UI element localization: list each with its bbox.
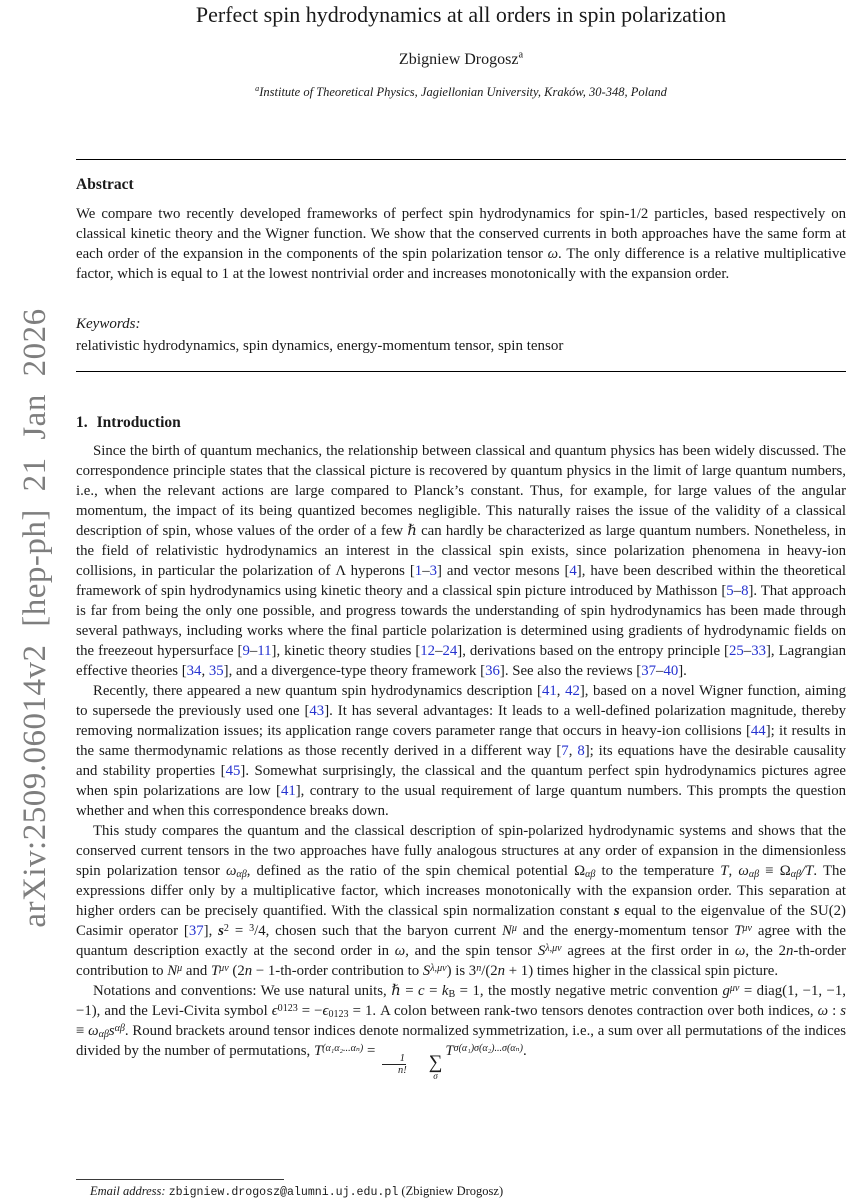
footnote-email-line xyxy=(90,1184,503,1199)
paragraph-3 xyxy=(76,821,846,981)
text-run: ω xyxy=(734,943,746,959)
text-run: , and the spin tensor xyxy=(405,943,538,959)
text-run: = xyxy=(363,1043,380,1059)
paragraph-4 xyxy=(76,981,846,1081)
author-affiliation-mark: a xyxy=(518,49,524,61)
text-run: + 1) times higher in the classical spin picture. xyxy=(505,963,779,979)
summation-index: σ xyxy=(433,1070,438,1081)
citation-link[interactable]: 9 xyxy=(242,643,250,659)
citation-link[interactable]: 45 xyxy=(225,763,241,779)
text-run: , xyxy=(728,863,739,879)
abstract-heading: Abstract xyxy=(76,176,134,193)
text-run: Recently, there appeared a new quantum spin hydrodynamics description [ xyxy=(93,683,542,699)
citation-link[interactable]: 34 xyxy=(186,663,202,679)
text-run: ]; its equations have the desirable causality and stability properties [ xyxy=(76,743,846,779)
text-run: λ,μν xyxy=(545,942,562,954)
text-run: = xyxy=(228,923,250,939)
text-run: N xyxy=(501,923,512,939)
text-run: – xyxy=(656,663,664,679)
text-run: T xyxy=(734,923,743,939)
text-run: , defined as the ratio of the spin chemical potential Ω xyxy=(246,863,586,879)
text-run: c xyxy=(418,983,425,999)
keywords-heading: Keywords: xyxy=(76,316,141,332)
citation-link[interactable]: 33 xyxy=(751,643,766,659)
text-run: = − xyxy=(297,1003,323,1019)
text-run: 2 xyxy=(223,922,229,934)
text-run: . xyxy=(522,1043,527,1059)
text-run: = diag(1, −1, −1, −1), and the Levi-Civita symbol xyxy=(76,983,847,1019)
text-run: αβ xyxy=(98,1029,109,1041)
text-run: (α₁α₂...αₙ) xyxy=(322,1042,364,1054)
text-run: ], xyxy=(203,923,219,939)
fraction-numerator: 1 xyxy=(382,1053,406,1065)
citation-link[interactable]: 41 xyxy=(280,783,296,799)
text-run: αβ xyxy=(585,869,596,881)
text-run: agrees at the first order in xyxy=(561,943,735,959)
text-run: ]. xyxy=(678,663,687,679)
citation-link[interactable]: 1 xyxy=(414,563,423,579)
email-address-link[interactable]: zbigniew.drogosz@alumni.uj.edu.pl xyxy=(168,1186,399,1199)
text-run: μ xyxy=(511,922,517,934)
text-run: S xyxy=(422,963,431,979)
section-heading-introduction xyxy=(76,414,846,432)
citation-link[interactable]: 12 xyxy=(420,643,436,659)
text-run: . The only difference is a relative multiplicative factor, which is equal to 1 at the lowest nontrivial order and increases monotonically with the expansion order. xyxy=(76,246,846,282)
text-run: T xyxy=(210,963,220,979)
affiliation-line xyxy=(76,85,846,100)
text-run: S xyxy=(537,943,546,959)
text-run: ] and vector mesons [ xyxy=(437,563,570,579)
text-run: (2 xyxy=(228,963,245,979)
text-run: ]; it results in the same thermodynamic relations as those recently derived in a different way [ xyxy=(76,723,846,759)
section-number: 1. xyxy=(76,414,88,431)
text-run: N xyxy=(167,963,178,979)
text-run: αβ xyxy=(790,869,802,881)
text-run: σ(α₁)σ(α₂)...σ(αₙ) xyxy=(453,1042,523,1054)
paper-title xyxy=(76,0,846,30)
text-run: μν xyxy=(219,962,229,974)
citation-link[interactable]: 42 xyxy=(565,683,580,699)
text-run: g xyxy=(722,983,730,999)
text-run: λ,μν xyxy=(430,962,447,974)
text-run: , xyxy=(201,663,209,679)
text-run: ) is 3 xyxy=(446,963,477,979)
text-run: /T xyxy=(801,863,814,879)
citation-link[interactable]: 44 xyxy=(750,723,766,739)
author-name: Zbigniew Drogosz xyxy=(398,51,519,68)
text-run: Notations and conventions: We use natural units, ℏ = xyxy=(93,983,419,999)
text-run: ω xyxy=(738,863,749,879)
text-run: – xyxy=(743,643,752,659)
citation-link[interactable]: 40 xyxy=(663,663,679,679)
text-run: n xyxy=(244,963,253,979)
citation-link[interactable]: 41 xyxy=(541,683,557,699)
text-run: T xyxy=(445,1043,454,1059)
text-run: ], derivations based on the entropy principle [ xyxy=(457,643,729,659)
citation-link[interactable]: 8 xyxy=(577,743,585,759)
email-label: Email address: xyxy=(90,1184,166,1198)
text-run: , xyxy=(556,683,566,699)
section-title: Introduction xyxy=(96,414,181,431)
email-suffix: (Zbigniew Drogosz) xyxy=(401,1184,504,1198)
text-run: and the energy-momentum tensor xyxy=(516,923,735,939)
text-run: ], kinetic theory studies [ xyxy=(271,643,421,659)
affiliation-text: Institute of Theoretical Physics, Jagiellonian University, Kraków, 30-348, Poland xyxy=(259,85,667,99)
abstract-top-rule xyxy=(76,159,846,160)
text-run: 0123 xyxy=(328,1009,349,1021)
text-run: k xyxy=(441,983,449,999)
text-run: ]. See also the reviews [ xyxy=(499,663,642,679)
fraction xyxy=(381,1053,407,1077)
footnote-rule xyxy=(76,1179,284,1180)
text-run: T xyxy=(313,1043,323,1059)
text-run: ω xyxy=(88,1023,99,1039)
text-run: – xyxy=(249,643,258,659)
author-line xyxy=(76,51,846,69)
citation-link[interactable]: 37 xyxy=(641,663,657,679)
text-run: = 1. A colon between rank-two tensors denotes contraction over both indices, xyxy=(348,1003,818,1019)
text-run: – xyxy=(435,643,443,659)
text-run: ω xyxy=(547,246,559,262)
text-run: n xyxy=(497,963,506,979)
paragraph-1 xyxy=(76,441,846,681)
text-run: ], based on a novel Wigner function, aiming to supersede the previously used one [ xyxy=(76,683,846,719)
text-run: B xyxy=(448,989,456,1001)
text-run: ω xyxy=(225,863,237,879)
text-run: n xyxy=(476,962,482,974)
text-run: s xyxy=(613,903,620,919)
text-run: αβ xyxy=(748,869,760,881)
text-run: s xyxy=(840,1003,846,1019)
citation-link[interactable]: 5 xyxy=(726,583,734,599)
text-run: αβ xyxy=(114,1022,125,1034)
citation-link[interactable]: 36 xyxy=(485,663,500,679)
citation-link[interactable]: 25 xyxy=(728,643,744,659)
text-run: n xyxy=(786,943,794,959)
text-run: T xyxy=(720,863,729,879)
text-run: 0123 xyxy=(277,1002,298,1014)
text-run: s xyxy=(108,1023,115,1039)
text-run: μ xyxy=(177,962,183,974)
abstract-text xyxy=(76,204,846,284)
text-run: /(2 xyxy=(481,963,498,979)
text-run: ], have been described within the theoretical framework of spin hydrodynamics using kinetic theory and a classical spin picture introduced by Mathisson [ xyxy=(76,563,846,599)
keywords-text: relativistic hydrodynamics, spin dynamics, energy-momentum tensor, spin tensor xyxy=(76,338,564,354)
citation-link[interactable]: 11 xyxy=(257,643,272,659)
text-run: and xyxy=(182,963,211,979)
text-run: ], Lagrangian effective theories [ xyxy=(76,643,846,679)
affiliation-mark: a xyxy=(255,83,260,93)
text-run: = xyxy=(424,983,442,999)
arxiv-stamp: arXiv:2509.06014v2 [hep-ph] 21 Jan 2026 xyxy=(17,308,53,928)
citation-link[interactable]: 24 xyxy=(442,643,458,659)
text-run: ϵ xyxy=(271,1003,278,1019)
text-run: We compare two recently developed frameworks of perfect spin hydrodynamics for spin-1/2 particles, based respectively on classical kinetic theory and the Wigner function. We show that the conserved currents in both approaches have the same form at each order of the expansion in the components of the spin polarization tensor xyxy=(76,206,846,262)
introduction-body xyxy=(76,441,846,1081)
text-run: This study compares the quantum and the classical description of spin-polarized hydrodynamic systems and shows that the conserved current tensors in the two approaches have fully analogous structures at any order of expansion in the dimensionless spin polarization tensor xyxy=(76,823,846,879)
citation-link[interactable]: 8 xyxy=(741,583,749,599)
text-run: -th-order contribution to xyxy=(76,943,846,979)
text-run: : xyxy=(828,1003,841,1019)
text-run: – xyxy=(733,583,742,599)
citation-link[interactable]: 7 xyxy=(561,743,569,759)
citation-link[interactable]: 3 xyxy=(429,563,438,579)
text-run: ω xyxy=(817,1003,829,1019)
text-run: equal to the eigenvalue of the SU(2) Casimir operator [ xyxy=(76,903,846,939)
text-run: ]. It has several advantages: It leads to a well-defined polarization magnitude, thereby removing normalization issues; its application range covers parameter range that occurs in heavy-ion collisions [ xyxy=(76,703,846,739)
text-run: agree with the quantum description exactly at the second order in xyxy=(76,923,846,959)
fraction-denominator: n! xyxy=(398,1065,407,1077)
text-run: ≡ xyxy=(76,1023,89,1039)
citation-link[interactable]: 35 xyxy=(208,663,224,679)
text-run: . Round brackets around tensor indices denote normalized symmetrization, i.e., a sum over all permutations of the indices divided by the number of permutations, xyxy=(76,1023,847,1059)
text-run: = 1, the mostly negative metric convention xyxy=(455,983,723,999)
paragraph-2 xyxy=(76,681,846,821)
text-run: ], contrary to the usual requirement of large quantum numbers. This prompts the question whether and when this correspondence breaks down. xyxy=(76,783,846,819)
citation-link[interactable]: 4 xyxy=(569,563,577,579)
text-run: αβ xyxy=(236,869,247,881)
citation-link[interactable]: 37 xyxy=(188,923,204,939)
text-run: to the temperature xyxy=(595,863,721,879)
text-run: 3 xyxy=(249,922,255,934)
text-run: ]. That approach is far from being the only one possible, and progress towards the understanding of spin hydrodynamics has been made through several pathways, including works where the final particle polarization is determined using gradients of hydrodynamic fields on the freezeout hypersurface [ xyxy=(76,583,846,659)
text-run: ], and a divergence-type theory framework [ xyxy=(223,663,486,679)
citation-link[interactable]: 43 xyxy=(309,703,325,719)
text-run: – xyxy=(422,563,430,579)
text-run: μν xyxy=(742,922,752,934)
text-run: ω xyxy=(394,943,406,959)
summation xyxy=(412,1051,443,1081)
abstract-bottom-rule xyxy=(76,371,846,372)
text-run: /4, chosen such that the baryon current xyxy=(254,923,502,939)
text-run: μν xyxy=(729,982,740,994)
text-run: , the 2 xyxy=(745,943,786,959)
text-run: ϵ xyxy=(322,1003,329,1019)
text-run: Since the birth of quantum mechanics, the relationship between classical and quantum physics has been widely discussed. The correspondence principle states that the classical picture is recovered by quantum physics in the limit of large quantum numbers, i.e., when the relevant actions are large compared to Planck’s constant. Thus, for example, for large values of the angular momentum, the impact of its being quantized becomes negligible. This naturally raises the issue of the validity of a classical description of spin, whose values of the order of a few ℏ can hardly be characterized as large quantum numbers. Nonetheless, in the field of relativistic hydrodynamics an interest in the classical spin exists, since polarization phenomena in heavy-ion collisions, in particular the polarization of Λ hyperons [ xyxy=(76,443,846,579)
text-run: ≡ Ω xyxy=(759,863,791,879)
paper-title-text: Perfect spin hydrodynamics at all orders in spin polarization xyxy=(195,2,727,27)
text-run: , xyxy=(568,743,578,759)
text-run: s xyxy=(218,923,224,939)
text-run: − 1-th-order contribution to xyxy=(252,963,423,979)
summation-symbol: ∑ xyxy=(428,1051,443,1073)
text-run: ]. Somewhat surprisingly, the classical and the quantum perfect spin hydrodynamics pictures agree when spin polarizations are low [ xyxy=(76,763,846,799)
text-run: . The expressions differ only by a multiplicative factor, which increases monotonically with the expansion order. This separation at higher orders can be precisely quantified. With the classical spin normalization constant xyxy=(76,863,846,919)
